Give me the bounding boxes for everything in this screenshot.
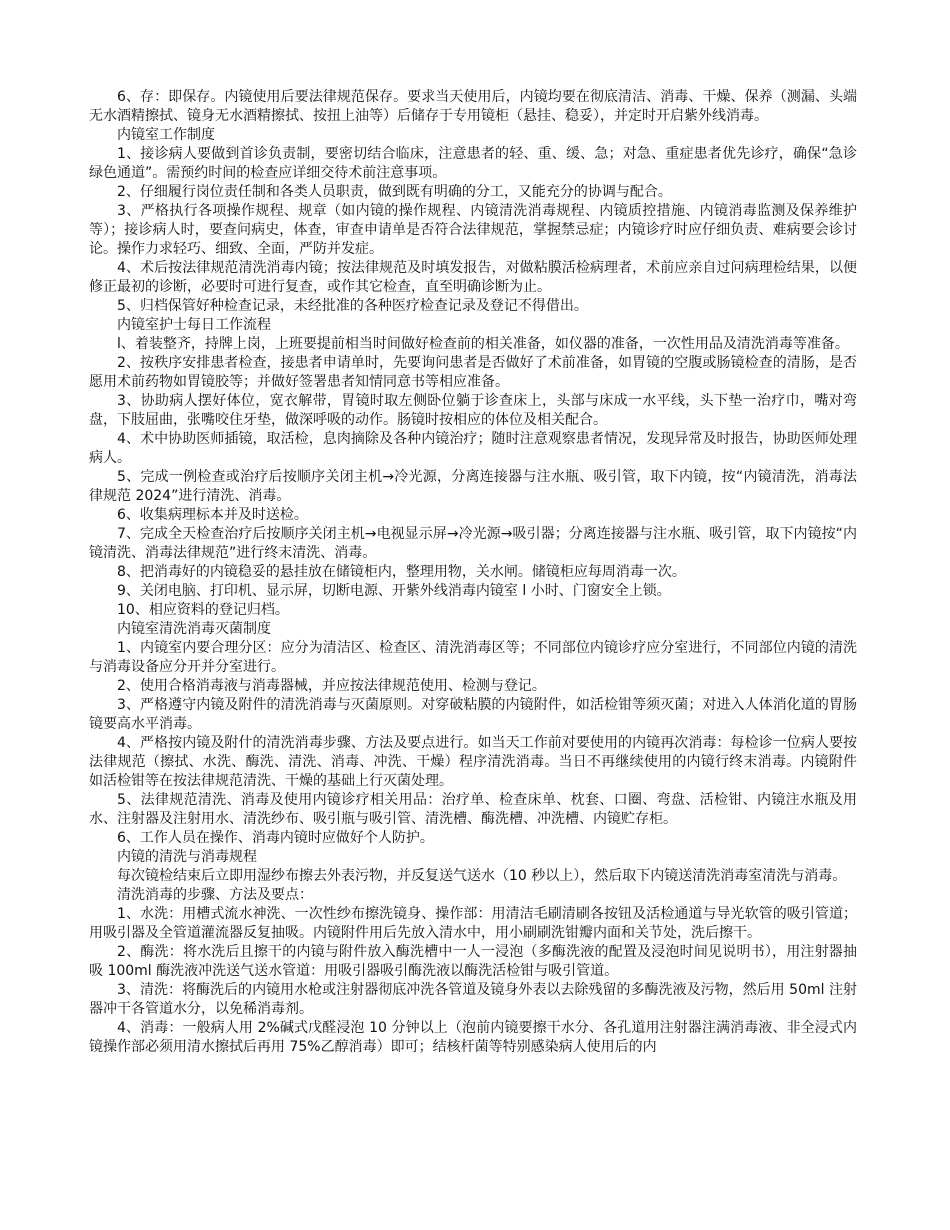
paragraph: 8、把消毒好的内镜稳妥的悬挂放在储镜柜内，整理用物，关水闸。储镜柜应每周消毒一次。: [117, 564, 686, 580]
paragraph: 2、仔细履行岗位责任制和各类人员职责，做到既有明确的分工，又能充分的协调与配合。: [117, 184, 672, 200]
paragraph: 3、协助病人摆好体位，宽衣解带，胃镜时取左侧卧位躺于诊查床上，头部与床成一水平线，头下垫一治疗巾，嘴对弯盘，下肢屈曲，张嘴咬住牙垫，做深呼吸的动作。肠镜时按相应的体位及相关配合。: [89, 393, 857, 428]
paragraph: 6、收集病理标本并及时送检。: [117, 507, 308, 523]
paragraph: 2、使用合格消毒液与消毒器械，并应按法律规范使用、检测与登记。: [117, 678, 546, 694]
paragraph: 5、完成一例检查或治疗后按顺序关闭主机→冷光源，分离连接器与注水瓶、吸引管，取下内镜，按“内镜清洗，消毒法律规范 2024”进行清洗、消毒。: [89, 469, 857, 504]
paragraph: 1、接诊病人要做到首诊负责制，要密切结合临床，注意患者的轻、重、缓、急；对急、重症患者优先诊疗，确保“急诊绿色通道”。需预约时间的检查应详细交待术前注意事项。: [89, 146, 857, 181]
paragraph: 每次镜检结束后立即用湿纱布擦去外表污物，并反复送气送水（10 秒以上），然后取下内镜送清洗消毒室清洗与消毒。: [117, 868, 847, 884]
paragraph-storage: 6、存：即保存。内镜使用后要法律规范保存。要求当天使用后，内镜均要在彻底清洁、消毒、干燥、保养（测漏、头端无水酒精擦拭、镜身无水酒精擦拭、按扭上油等）后储存于专用镜柜（悬挂、稳妥），并定时开启紫外线消毒。: [89, 89, 857, 124]
section-heading-disinfection-system: 内镜室清洗消毒灭菌制度: [117, 621, 271, 637]
document-page: [89, 88, 857, 1057]
paragraph: l、着装整齐，持牌上岗，上班要提前相当时间做好检查前的相关准备，如仪器的准备，一次性用品及清洗消毒等准备。: [117, 336, 849, 352]
section-heading-work-system: 内镜室工作制度: [117, 127, 215, 143]
paragraph: 9、关闭电脑、打印机、显示屏，切断电源、开紫外线消毒内镜室 l 小时、门窗安全上锁。: [117, 583, 671, 599]
paragraph: 清洗消毒的步骤、方法及要点：: [117, 887, 313, 903]
paragraph: 10、相应资料的登记归档。: [117, 602, 289, 618]
paragraph: 6、工作人员在操作、消毒内镜时应做好个人防护。: [117, 830, 434, 846]
paragraph: 4、严格按内镜及附什的清洗消毒步骤、方法及要点进行。如当天工作前对要使用的内镜再次消毒：每检诊一位病人要按法律规范（擦拭、水洗、酶洗、清洗、消毒、冲洗、干燥）程序清洗消毒。当日不再继续使用的内镜行终末消毒。内镜附件如活检钳等在按法律规范清洗、干燥的基础上行灭菌处理。: [89, 735, 857, 789]
paragraph: 4、术后按法律规范清洗消毒内镜；按法律规范及时填发报告，对做粘膜活检病理者，术前应亲自过问病理检结果，以便修正最初的诊断，必要时可进行复查，或作其它检查，直至明确诊断为止。: [89, 260, 857, 295]
paragraph: 1、水洗：用槽式流水神洗、一次性纱布擦洗镜身、操作部：用清洁毛刷清刷各按钮及活检通道与导光软管的吸引管道；用吸引器及全管道灌流器反复抽吸。内镜附件用后先放入清水中，用小刷刷洗钳瓣内面和关节处，洗后擦干。: [89, 906, 857, 941]
paragraph: 2、按秩序安排患者检查，接患者申请单时，先要询问患者是否做好了术前准备，如胃镜的空腹或肠镜检查的清肠，是否愿用术前药物如胃镜胶等；并做好签署患者知情同意书等相应准备。: [89, 355, 857, 390]
paragraph: 5、法律规范清洗、消毒及使用内镜诊疗相关用品：治疗单、检查床单、枕套、口圈、弯盘、活检钳、内镜注水瓶及用水、注射器及注射用水、清洗纱布、吸引瓶与吸引管、清洗槽、酶洗槽、冲洗槽、内镜贮存柜。: [89, 792, 857, 827]
paragraph: 1、内镜室内要合理分区：应分为清洁区、检查区、清洗消毒区等；不同部位内镜诊疗应分室进行，不同部位内镜的清洗与消毒设备应分开并分室进行。: [89, 640, 857, 675]
section-heading-cleaning-procedure: 内镜的清洗与消毒规程: [117, 849, 257, 865]
paragraph: 3、严格遵守内镜及附件的清洗消毒与灭菌原则。对穿破粘膜的内镜附件，如活检钳等须灭菌；对进入人体消化道的胃肠镜要高水平消毒。: [89, 697, 857, 732]
section-heading-nurse-workflow: 内镜室护士每日工作流程: [117, 317, 271, 333]
paragraph: 4、消毒：一般病人用 2%碱式戊醛浸泡 10 分钟以上（泡前内镜要擦干水分、各孔道用注射器注满消毒液、非全浸式内镜操作部必须用清水擦拭后再用 75%乙醇消毒）即可；结核杆菌等特别感染病人使用后的内: [89, 1020, 857, 1055]
paragraph: 3、严格执行各项操作规程、规章（如内镜的操作规程、内镜清洗消毒规程、内镜质控措施、内镜消毒监测及保养维护等）；接诊病人时，要查问病史，体查，审查申请单是否符合法律规范，掌握禁忌症；内镜诊疗时应仔细负责、难病要会诊讨论。操作力求轻巧、细致、全面，严防并发症。: [89, 203, 857, 257]
paragraph: 7、完成全天检查治疗后按顺序关闭主机→电视显示屏→冷光源→吸引器；分离连接器与注水瓶、吸引管，取下内镜按“内镜清洗、消毒法律规范”进行终末清洗、消毒。: [89, 526, 857, 561]
paragraph: 5、归档保管好种检查记录，未经批准的各种医疗检查记录及登记不得借出。: [117, 298, 588, 314]
paragraph: 2、酶洗：将水洗后且擦干的内镜与附件放入酶洗槽中一人一浸泡（多酶洗液的配置及浸泡时间见说明书），用注射器抽吸 100ml 酶洗液冲洗送气送水管道：用吸引器吸引酶洗液以酶洗活检钳与吸引管道。: [89, 944, 857, 979]
paragraph: 4、术中协助医师插镜，取活检，息肉摘除及各种内镜治疗；随时注意观察患者情况，发现异常及时报告，协助医师处理病人。: [89, 431, 857, 466]
paragraph: 3、清洗：将酶洗后的内镜用水枪或注射器彻底冲洗各管道及镜身外表以去除残留的多酶洗液及污物，然后用 50ml 注射器冲干各管道水分，以免稀消毒剂。: [89, 982, 857, 1017]
